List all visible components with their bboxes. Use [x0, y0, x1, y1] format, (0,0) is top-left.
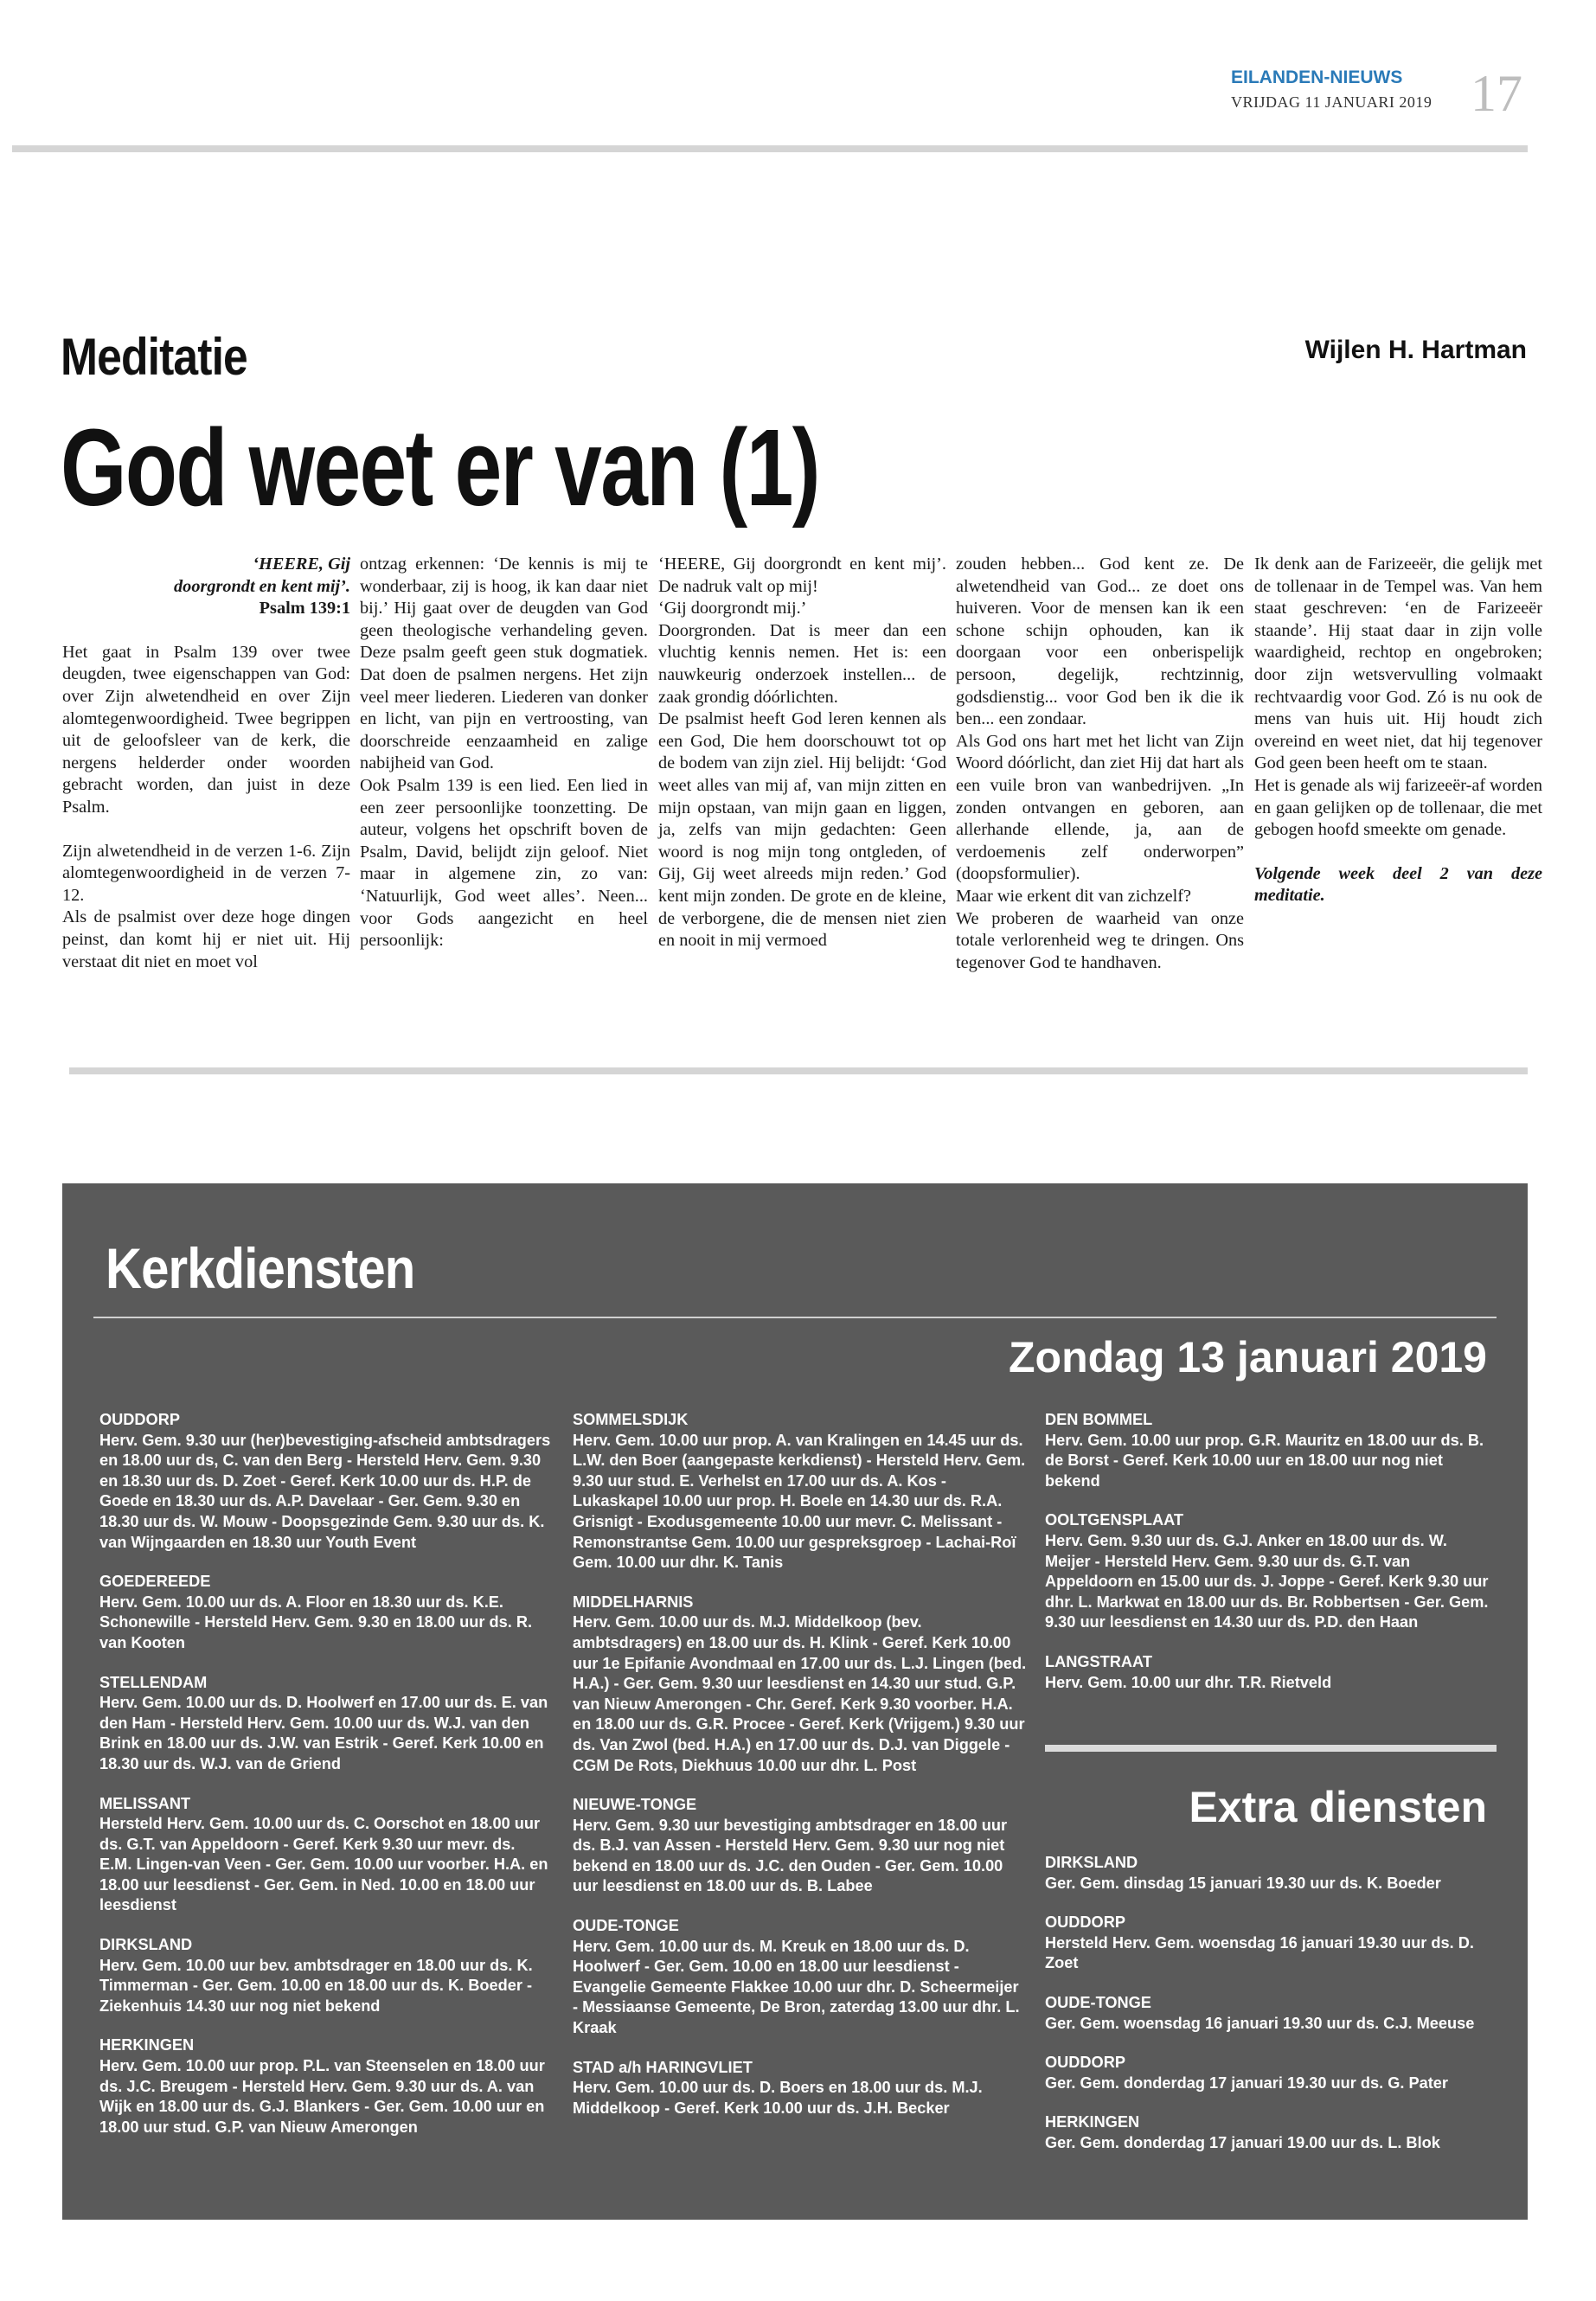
article-paragraph: Ook Psalm 139 is een lied. Een lied in een zeer persoonlijke toonzetting. De auteur, volgens het opschrift boven de Psalm, David, belijdt zijn geloof. Niet maar in algemene zin, zo van: ‘Natuurlijk, God weet alles’. Neen... voor Gods aangezicht en heel persoonlijk:	[360, 775, 648, 951]
place-name: HERKINGEN	[99, 2036, 195, 2054]
newspaper-logo: EILANDEN-NIEUWS	[1231, 67, 1403, 87]
place-name: NIEUWE-TONGE	[573, 1796, 697, 1814]
service-entry	[99, 1410, 551, 1553]
place-name: DEN BOMMEL	[1045, 1411, 1153, 1428]
article-paragraph: ontzag erkennen: ‘De kennis is mij te wonderbaar, zij is hoog, ik kan daar niet bij.’ Hij gaat over de deugden van God geen theologische verhandeling geven. Deze psalm geeft geen stuk dogmatiek. Dat doen de psalmen nergens. Het zijn veel meer liederen. Liederen van donker en licht, van pijn en vertroosting, van doorschreide eenzaamheid en zalige nabijheid van God.	[360, 554, 648, 773]
article-column-2	[360, 554, 648, 952]
top-divider	[12, 145, 1528, 152]
kerkdiensten-rule	[93, 1317, 1497, 1318]
section-divider	[69, 1067, 1528, 1074]
service-entry	[99, 1794, 551, 1917]
service-text: Herv. Gem. 10.00 uur dhr. T.R. Rietveld	[1045, 1673, 1332, 1691]
article-column-4	[956, 554, 1244, 974]
place-name: DIRKSLAND	[99, 1936, 193, 1954]
service-entry	[1045, 2053, 1497, 2093]
service-entry	[1045, 2112, 1497, 2153]
article-paragraph: We proberen de waarheid van onze totale verlorenheid weg te dringen. Ons tegenover God te handhaven.	[956, 908, 1244, 972]
article-paragraph: Als God ons hart met het licht van Zijn Woord dóórlicht, dan ziet Hij dat hart als een vuile bron van wanbedrijven. „In zonden ontvangen en geboren, aan allerhande ellende, ja, aan de verdoemenis zelf onderworpen” (doopsformulier).	[956, 731, 1244, 884]
article-paragraph: ‘Gij doorgrondt mij.’	[658, 599, 807, 619]
place-name: OUDE-TONGE	[573, 1917, 679, 1935]
service-text: Hersteld Herv. Gem. woensdag 16 januari 19.30 uur ds. D. Zoet	[1045, 1933, 1474, 1972]
place-name: LANGSTRAAT	[1045, 1652, 1152, 1670]
service-text: Herv. Gem. 10.00 uur ds. M. Kreuk en 18.00 uur ds. D. Hoolwerf - Ger. Gem. 10.00 en 18.00 uur leesdienst - Evangelie Gemeente Flakkee 10.00 uur dhr. D. Scheermeijer - Messiaanse Gemeente, De Bron, zaterdag 13.00 uur dhr. L. Kraak	[573, 1937, 1020, 2037]
service-text: Ger. Gem. donderdag 17 januari 19.30 uur ds. G. Pater	[1045, 2073, 1448, 2092]
article-column-1	[62, 554, 350, 973]
service-entry	[573, 2058, 1027, 2119]
place-name: OUDDORP	[1045, 2054, 1125, 2072]
service-entry	[1045, 1993, 1497, 2034]
service-entry	[573, 1410, 1027, 1574]
place-name: STELLENDAM	[99, 1673, 208, 1691]
extra-services-column	[1045, 1853, 1497, 2173]
article-footnote: Volgende week deel 2 van deze meditatie.	[1254, 863, 1542, 906]
place-name: STAD a/h HARINGVLIET	[573, 2058, 753, 2076]
article-paragraph: Het gaat in Psalm 139 over twee deugden, twee eigenschappen van God: over Zijn alwetendheid en over Zijn alomtegenwoordigheid. Twee begrippen uit de geloofsleer van de kerk, die nergens helderder onder woorden gebracht worden, dan juist in deze Psalm.	[62, 642, 350, 817]
article-paragraph: Als de psalmist over deze hoge dingen peinst, dan komt hij er niet uit. Hij verstaat dit niet en moet vol	[62, 907, 350, 971]
service-text: Herv. Gem. 9.30 uur ds. G.J. Anker en 18.00 uur ds. W. Meijer - Hersteld Herv. Gem. 9.30 uur ds. G.T. van Appeldoorn en 15.00 uur ds. J. Joppe - Geref. Kerk 9.30 uur dhr. L. Markwat en 18.00 uur ds. Br. Robbertsen - Ger. Gem. 9.30 uur leesdienst en 14.30 uur ds. P.D. den Haan	[1045, 1531, 1489, 1631]
place-name: MIDDELHARNIS	[573, 1593, 694, 1611]
service-entry	[99, 1673, 551, 1775]
place-name: OUDE-TONGE	[1045, 1993, 1151, 2011]
extra-diensten-rule	[1045, 1745, 1497, 1752]
article-paragraph: zouden hebben... God kent ze. De alwetendheid van God... ze doet ons huiveren. Voor de mensen kan ik een schone schijn ophouden, kan ik doorgaan voor een onberispelijk persoon, degelijk, rechtzinnig, godsdienstig... voor God ben ik die ik ben... een zondaar.	[956, 554, 1244, 729]
epigraph-reference: Psalm 139:1	[259, 599, 350, 619]
article-author: Wijlen H. Hartman	[1304, 336, 1527, 364]
article-paragraph: Ik denk aan de Farizeeër, die gelijk met de tollenaar in de Tempel was. Van hem staat geschreven: ‘en de Farizeeër staande’. Hij staat daar in zijn volle waardigheid, rechtop en ongebroken; door zijn wetsvervulling volmaakt rechtvaardig voor God. Zó is nu ook de mens van huis uit. Hij houdt zich overeind en weet niet, dat hij tegenover God geen been heeft om te staan.	[1254, 554, 1542, 773]
service-text: Herv. Gem. 9.30 uur bevestiging ambtsdrager en 18.00 uur ds. B.J. van Assen - Hersteld Herv. Gem. 9.30 uur nog niet bekend en 18.00 uur ds. J.C. den Ouden - Ger. Gem. 10.00 uur leesdienst en 18.00 uur ds. B. Labee	[573, 1816, 1008, 1895]
service-entry	[99, 1572, 551, 1653]
page-number: 17	[1471, 65, 1522, 122]
place-name: OUDDORP	[1045, 1913, 1125, 1932]
service-text: Herv. Gem. 10.00 uur ds. M.J. Middelkoop (bev. ambtsdragers) en 18.00 uur ds. H. Klink - Geref. Kerk 10.00 uur 1e Epifanie Avondmaal en 17.00 uur ds. L.J. Lingen (bed. H.A.) - Ger. Gem. 9.30 uur leesdienst en 14.30 uur stud. G.P. van Nieuw Amerongen - Chr. Geref. Kerk 9.30 voorber. H.A. en 18.00 uur ds. G.R. Procee - Geref. Kerk (Vrijgem.) 9.30 uur ds. Van Zwol (bed. H.A.) en 17.00 uur ds. D.J. van Diggele - CGM De Rots, Diekhuus 10.00 uur dhr. L. Post	[573, 1613, 1027, 1774]
epigraph-line: ‘HEERE, Gij	[253, 554, 350, 574]
kerkdiensten-title: Kerkdiensten	[106, 1236, 415, 1300]
service-text: Herv. Gem. 10.00 uur prop. P.L. van Steenselen en 18.00 uur ds. J.C. Breugem - Hersteld Herv. Gem. 9.30 uur ds. A. van Wijk en 18.00 uur ds. G.J. Blankers - Ger. Gem. 10.00 uur en 18.00 uur stud. G.P. van Nieuw Amerongen	[99, 2057, 545, 2136]
article-column-5	[1254, 554, 1542, 907]
article-column-3	[658, 554, 946, 952]
epigraph-line: doorgrondt en kent mij’.	[174, 576, 350, 596]
section-label: Meditatie	[61, 328, 247, 386]
place-name: OUDDORP	[99, 1411, 180, 1428]
article-paragraph: Zijn alwetendheid in de verzen 1-6. Zijn alomtegenwoordigheid in de verzen 7-12.	[62, 841, 350, 905]
article-paragraph: De psalmist heeft God leren kennen als een God, Die hem doorschouwt tot op de bodem van zijn ziel. Hij belijdt: ‘God weet alles van mij af, van mijn zitten en mijn opstaan, van mijn gaan en liggen, ja, zelfs van mijn gedachten: Geen woord is nog mijn tong ontgleden, of Gij, Gij weet alreeds mijn reden.’ God kent mijn zonden. De grote en de kleine, de verborgene, die de mensen niet zien en nooit in mij vermoed	[658, 709, 946, 951]
article-headline: God weet er van (1)	[61, 407, 819, 529]
article-paragraph: Maar wie erkent dit van zichzelf?	[956, 886, 1191, 906]
service-entry	[1045, 1510, 1495, 1633]
service-text: Herv. Gem. 10.00 uur ds. A. Floor en 18.30 uur ds. K.E. Schonewille - Hersteld Herv. Gem. 9.30 en 18.00 uur ds. R. van Kooten	[99, 1593, 533, 1651]
service-entry	[99, 2035, 551, 2138]
service-text: Herv. Gem. 9.30 uur (her)bevestiging-afscheid ambtsdragers en 18.00 uur ds, C. van den Berg - Hersteld Herv. Gem. 9.30 en 18.30 uur ds. D. Zoet - Geref. Kerk 10.00 uur ds. H.P. de Goede en 18.30 uur ds. A.P. Davelaar - Ger. Gem. 9.30 en 18.30 uur ds. W. Mouw - Doopsgezinde Gem. 9.30 uur ds. K. van Wijngaarden en 18.30 uur Youth Event	[99, 1431, 551, 1551]
services-column-1	[99, 1410, 551, 2157]
service-text: Ger. Gem. dinsdag 15 januari 19.30 uur ds. K. Boeder	[1045, 1874, 1441, 1892]
service-entry	[573, 1593, 1027, 1776]
issue-date: VRIJDAG 11 JANUARI 2019	[1231, 93, 1433, 111]
service-entry	[1045, 1410, 1495, 1491]
services-column-2	[573, 1410, 1027, 2138]
service-text: Ger. Gem. woensdag 16 januari 19.30 uur ds. C.J. Meeuse	[1045, 2014, 1475, 2032]
place-name: MELISSANT	[99, 1794, 191, 1812]
service-text: Herv. Gem. 10.00 uur prop. A. van Kralingen en 14.45 uur ds. L.W. den Boer (aangepaste kerkdienst) - Hersteld Herv. Gem. 9.30 uur stud. E. Verhelst en 17.00 uur ds. A. Kos - Lukaskapel 10.00 uur prop. H. Boele en 14.30 uur ds. R.A. Grisnigt - Exodusgemeente 10.00 uur mevr. C. Melissant - Remonstrantse Gem. 10.00 uur gespreksgroep - Lachai-Roï Gem. 10.00 uur dhr. K. Tanis	[573, 1431, 1026, 1572]
service-text: Herv. Gem. 10.00 uur bev. ambtsdrager en 18.00 uur ds. K. Timmerman - Ger. Gem. 10.00 en 18.00 uur ds. K. Boeder - Ziekenhuis 14.30 uur nog niet bekend	[99, 1956, 533, 2015]
service-text: Herv. Gem. 10.00 uur ds. D. Hoolwerf en 17.00 uur ds. E. van den Ham - Hersteld Herv. Gem. 10.00 uur ds. W.J. van den Brink en 18.00 uur ds. J.W. van Estrik - Geref. Kerk 10.00 en 18.30 uur ds. W.J. van de Griend	[99, 1694, 548, 1772]
service-entry	[1045, 1853, 1497, 1894]
article-paragraph: ‘HEERE, Gij doorgrondt en kent mij’. De nadruk valt op mij!	[658, 554, 946, 596]
place-name: DIRKSLAND	[1045, 1854, 1138, 1871]
article-paragraph: Het is genade als wij farizeeër-af worden en gaan gelijken op de tollenaar, die met gebogen hoofd smeekte om genade.	[1254, 775, 1542, 840]
place-name: GOEDEREEDE	[99, 1573, 211, 1591]
services-column-3	[1045, 1410, 1495, 1712]
article-paragraph: Doorgronden. Dat is meer dan een vluchtig kennis nemen. Het is: een nauwkeurig onderzoek instellen... de zaak grondig dóórlichten.	[658, 620, 946, 707]
service-text: Ger. Gem. donderdag 17 januari 19.00 uur ds. L. Blok	[1045, 2133, 1440, 2151]
place-name: HERKINGEN	[1045, 2113, 1140, 2131]
service-text: Herv. Gem. 10.00 uur prop. G.R. Mauritz en 18.00 uur ds. B. de Borst - Geref. Kerk 10.00 uur en 18.00 uur nog niet bekend	[1045, 1431, 1484, 1490]
service-text: Herv. Gem. 10.00 uur ds. D. Boers en 18.00 uur ds. M.J. Middelkoop - Geref. Kerk 10.00 uur ds. J.H. Becker	[573, 2079, 983, 2117]
extra-diensten-title: Extra diensten	[1189, 1783, 1487, 1831]
service-date: Zondag 13 januari 2019	[1009, 1333, 1487, 1381]
service-entry	[573, 1795, 1027, 1897]
service-text: Hersteld Herv. Gem. 10.00 uur ds. C. Oorschot en 18.00 uur ds. G.T. van Appeldoorn - Geref. Kerk 9.30 uur mevr. ds. E.M. Lingen-van Veen - Ger. Gem. 10.00 uur voorber. H.A. en 18.00 uur leesdienst - Ger. Gem. in Ned. 10.00 en 18.00 uur leesdienst	[99, 1815, 548, 1914]
place-name: OOLTGENSPLAAT	[1045, 1511, 1183, 1529]
service-entry	[99, 1935, 551, 2016]
service-entry	[1045, 1652, 1495, 1693]
service-entry	[573, 1916, 1027, 2039]
place-name: SOMMELSDIJK	[573, 1411, 689, 1428]
service-entry	[1045, 1913, 1497, 1974]
